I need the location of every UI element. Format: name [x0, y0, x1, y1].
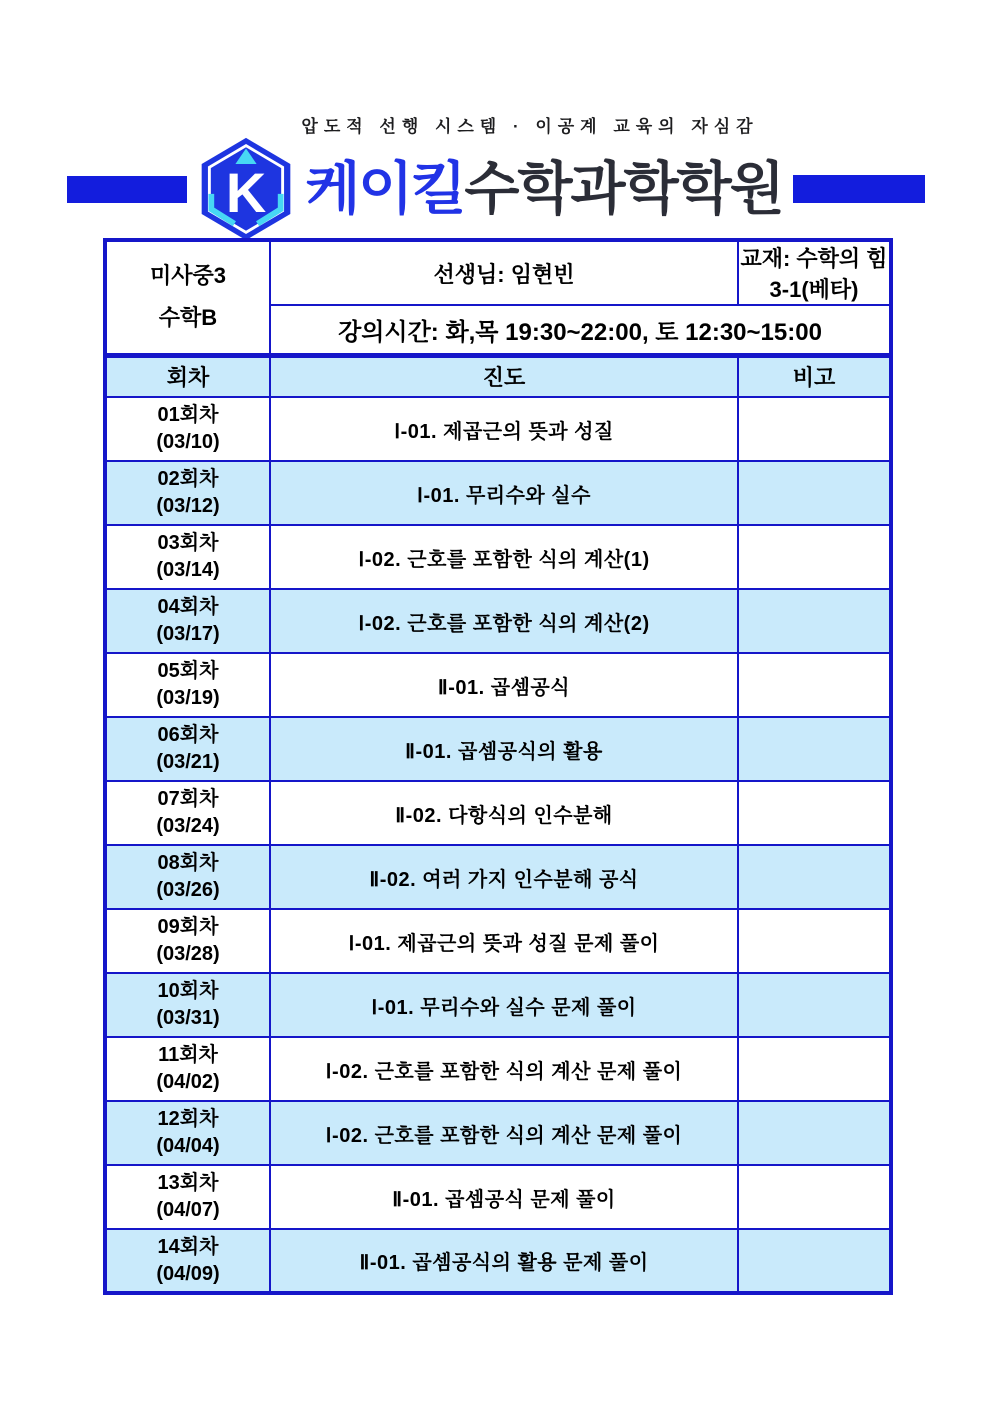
- session-cell: [105, 1165, 270, 1229]
- table-row: [105, 973, 891, 1037]
- session-number: 07회차: [157, 788, 219, 810]
- table-row: [105, 525, 891, 589]
- academy-name: [305, 156, 783, 221]
- session-date: (03/21): [156, 751, 220, 773]
- info-section: [105, 240, 891, 397]
- note-cell: [738, 1037, 891, 1101]
- hexagon-k-logo-icon: [197, 136, 295, 242]
- session-cell: [105, 973, 270, 1037]
- column-header-session: 회차: [105, 355, 270, 397]
- column-header-progress: 진도: [270, 355, 738, 397]
- session-cell: [105, 717, 270, 781]
- table-row: [105, 717, 891, 781]
- topic-cell: Ⅰ-02. 근호를 포함한 식의 계산 문제 풀이: [270, 1037, 738, 1101]
- session-number: 14회차: [157, 1235, 219, 1258]
- topic-cell: Ⅰ-01. 무리수와 실수: [270, 461, 738, 525]
- table-row: [105, 589, 891, 653]
- table-row: [105, 397, 891, 461]
- topic-cell: Ⅰ-01. 제곱근의 뜻과 성질 문제 풀이: [270, 909, 738, 973]
- topic-cell: Ⅱ-01. 곱셈공식 문제 풀이: [270, 1165, 738, 1229]
- session-date: (04/09): [156, 1262, 220, 1285]
- class-name-line2: 수학B: [158, 305, 218, 331]
- note-cell: [738, 525, 891, 589]
- session-number: 01회차: [157, 404, 219, 426]
- topic-cell: Ⅰ-01. 제곱근의 뜻과 성질: [270, 397, 738, 461]
- session-date: (03/17): [156, 623, 220, 645]
- teacher-cell: 선생님: 임현빈: [270, 240, 738, 305]
- note-cell: [738, 717, 891, 781]
- table-row: [105, 1229, 891, 1293]
- note-cell: [738, 653, 891, 717]
- lecture-time-cell: 강의시간: 화,목 19:30~22:00, 토 12:30~15:00: [270, 305, 891, 355]
- session-number: 09회차: [157, 916, 219, 938]
- session-number: 04회차: [157, 596, 219, 618]
- schedule-table: [103, 238, 893, 1295]
- logo-tagline: 압도적 선행 시스템 · 이공계 교육의 자심감: [301, 117, 759, 136]
- table-row: [105, 461, 891, 525]
- note-cell: [738, 845, 891, 909]
- note-cell: [738, 973, 891, 1037]
- table-row: [105, 1101, 891, 1165]
- class-name-line1: 미사중3: [150, 263, 226, 289]
- note-cell: [738, 397, 891, 461]
- session-number: 03회차: [157, 532, 219, 554]
- table-row: [105, 1165, 891, 1229]
- session-cell: [105, 461, 270, 525]
- note-cell: [738, 461, 891, 525]
- topic-cell: Ⅰ-02. 근호를 포함한 식의 계산(2): [270, 589, 738, 653]
- session-number: 02회차: [157, 468, 219, 490]
- brand-row: [0, 141, 992, 237]
- session-cell: [105, 589, 270, 653]
- session-date: (03/31): [156, 1007, 220, 1029]
- topic-cell: Ⅰ-02. 근호를 포함한 식의 계산(1): [270, 525, 738, 589]
- session-date: (04/07): [156, 1199, 220, 1221]
- session-date: (03/26): [156, 879, 220, 901]
- topic-cell: Ⅱ-02. 여러 가지 인수분해 공식: [270, 845, 738, 909]
- session-number: 10회차: [157, 980, 219, 1002]
- note-cell: [738, 1229, 891, 1293]
- session-date: (03/14): [156, 559, 220, 581]
- session-number: 12회차: [157, 1108, 219, 1130]
- table-row: [105, 781, 891, 845]
- textbook-cell: 교재: 수학의 힘 3-1(베타): [738, 240, 891, 305]
- logo-right-bar: [793, 175, 925, 203]
- topic-cell: Ⅱ-01. 곱셈공식의 활용: [270, 717, 738, 781]
- session-date: (03/28): [156, 943, 220, 965]
- note-cell: [738, 1101, 891, 1165]
- schedule-table-container: [103, 238, 893, 1295]
- note-cell: [738, 1165, 891, 1229]
- column-header-note: 비고: [738, 355, 891, 397]
- session-cell: [105, 1229, 270, 1293]
- table-row: [105, 653, 891, 717]
- session-number: 08회차: [157, 852, 219, 874]
- session-cell: [105, 525, 270, 589]
- session-cell: [105, 1101, 270, 1165]
- session-cell: [105, 1037, 270, 1101]
- badge-letter: K: [226, 161, 267, 225]
- session-cell: [105, 397, 270, 461]
- topic-cell: Ⅱ-01. 곱셈공식: [270, 653, 738, 717]
- logo-left-bar: [67, 176, 187, 203]
- session-cell: [105, 909, 270, 973]
- academy-logo-header: [0, 0, 992, 237]
- session-cell: [105, 781, 270, 845]
- topic-cell: Ⅱ-01. 곱셈공식의 활용 문제 풀이: [270, 1229, 738, 1293]
- session-number: 05회차: [157, 660, 219, 682]
- schedule-rows: [105, 397, 891, 1293]
- session-date: (03/24): [156, 815, 220, 837]
- session-date: (03/10): [156, 431, 220, 453]
- session-number: 11회차: [158, 1044, 218, 1066]
- topic-cell: Ⅱ-02. 다항식의 인수분해: [270, 781, 738, 845]
- table-row: [105, 1037, 891, 1101]
- session-cell: [105, 845, 270, 909]
- session-date: (04/04): [156, 1135, 220, 1157]
- academy-name-secondary: 수학과학학원: [464, 156, 783, 221]
- session-number: 13회차: [157, 1172, 219, 1194]
- table-row: [105, 909, 891, 973]
- session-number: 06회차: [157, 724, 219, 746]
- table-row: [105, 845, 891, 909]
- session-date: (03/12): [156, 495, 220, 517]
- note-cell: [738, 589, 891, 653]
- topic-cell: Ⅰ-01. 무리수와 실수 문제 풀이: [270, 973, 738, 1037]
- note-cell: [738, 909, 891, 973]
- class-name-cell: [105, 240, 270, 355]
- session-cell: [105, 653, 270, 717]
- session-date: (04/02): [156, 1071, 220, 1093]
- note-cell: [738, 781, 891, 845]
- academy-name-primary: 케이킬: [305, 156, 465, 221]
- session-date: (03/19): [156, 687, 220, 709]
- topic-cell: Ⅰ-02. 근호를 포함한 식의 계산 문제 풀이: [270, 1101, 738, 1165]
